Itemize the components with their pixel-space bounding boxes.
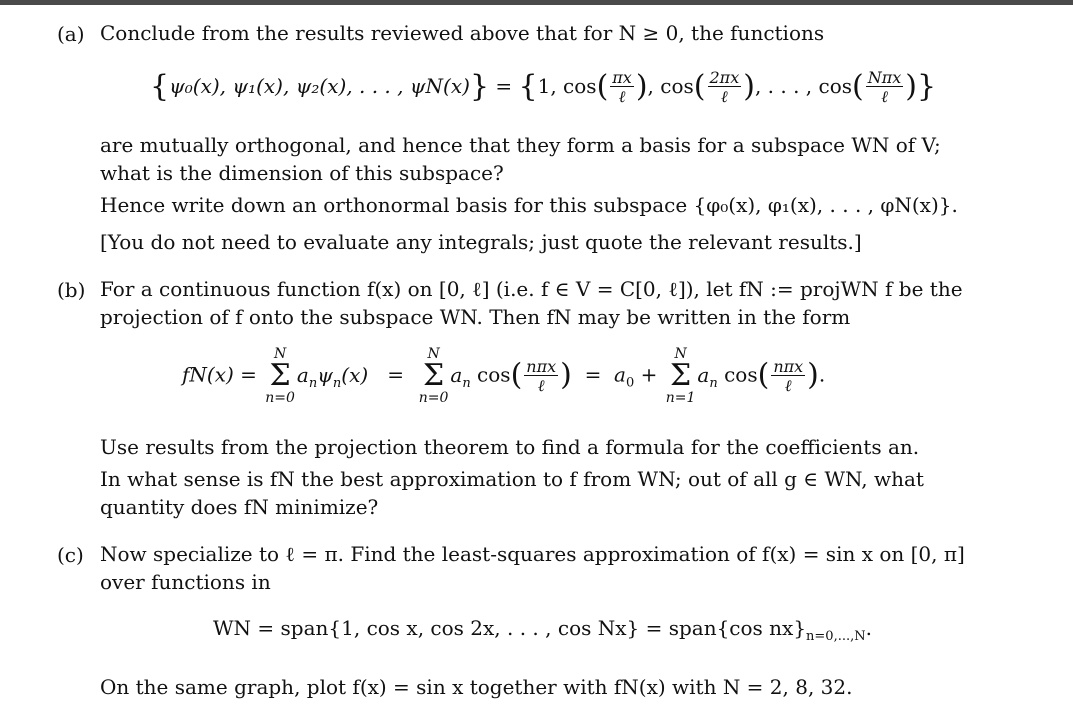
part-b-line-3: Use results from the projection theorem to find a formula for the coefficients an. (100, 435, 920, 459)
part-c-line-1: Now specialize to ℓ = π. Find the least-squares approximation of f(x) = sin x on [0, π] (100, 542, 965, 566)
part-a-line-4: what is the dimension of this subspace? (100, 161, 504, 185)
part-c-eq-text: WN = span{1, cos x, cos 2x, . . . , cos Nx} = span{cos nx} (213, 616, 807, 640)
part-a-line-1: Conclude from the results reviewed above that for N ≥ 0, the functions (100, 21, 825, 45)
part-a-label: (a) (57, 22, 85, 46)
part-a-eq-rhs-one: 1, cos (537, 74, 597, 98)
part-a-line-5: Hence write down an orthonormal basis for this subspace {φ₀(x), φ₁(x), . . . , φN(x)}. (100, 193, 958, 217)
part-a-line-3: are mutually orthogonal, and hence that they form a basis for a subspace WN of V; (100, 133, 941, 157)
part-a-line-6: [You do not need to evaluate any integrals; just quote the relevant results.] (100, 230, 862, 254)
part-b-line-2: projection of f onto the subspace WN. Then fN may be written in the form (100, 305, 851, 329)
part-c-line-3: On the same graph, plot f(x) = sin x together with fN(x) with N = 2, 8, 32. (100, 675, 853, 699)
part-b-equation: fN(x) = N Σ n=0 $a_n\psi_n(x)$ = N Σ n=0 $a_n$ cos( $\frac{\text{nπx}}{\text{ℓ}}$ ) = $a_0$ + N Σ n=1 $a_n$ cos( $\frac{\text{nπx}}{\text{ℓ}}$ ). (182, 346, 826, 406)
part-b-label: (b) (57, 278, 86, 302)
part-c-line-2: over functions in (100, 570, 271, 594)
part-c-equation: WN = span{1, cos x, cos 2x, . . . , cos Nx} = span{cos $nx\}_{n=0,...,N}$. (213, 616, 872, 644)
part-a-eq-lhs: ψ₀(x), ψ₁(x), ψ₂(x), . . . , ψN(x) (169, 74, 470, 98)
part-a-equation: {ψ₀(x), ψ₁(x), ψ₂(x), . . . , ψN(x)} = {1, cos( $\frac{\pi x}{\text{ℓ}}$ ), cos( $\frac{2\pi x}{\text{ℓ}}$ ), . . . , cos( $\frac{\text{Nπx}}{\text{ℓ}}$ )} (150, 68, 937, 106)
part-b-line-1: For a continuous function f(x) on [0, ℓ] (i.e. f ∈ V = C[0, ℓ]), let fN := projWN f be the (100, 277, 963, 301)
part-c-label: (c) (57, 543, 84, 567)
part-b-line-5: quantity does fN minimize? (100, 495, 379, 519)
part-b-eq-lhs: fN(x) = (182, 362, 257, 387)
part-c-eq-sub: n=0,...,N (806, 629, 866, 644)
window-top-bar (0, 0, 1073, 5)
part-b-line-4: In what sense is fN the best approximation to f from WN; out of all g ∈ WN, what (100, 467, 924, 491)
